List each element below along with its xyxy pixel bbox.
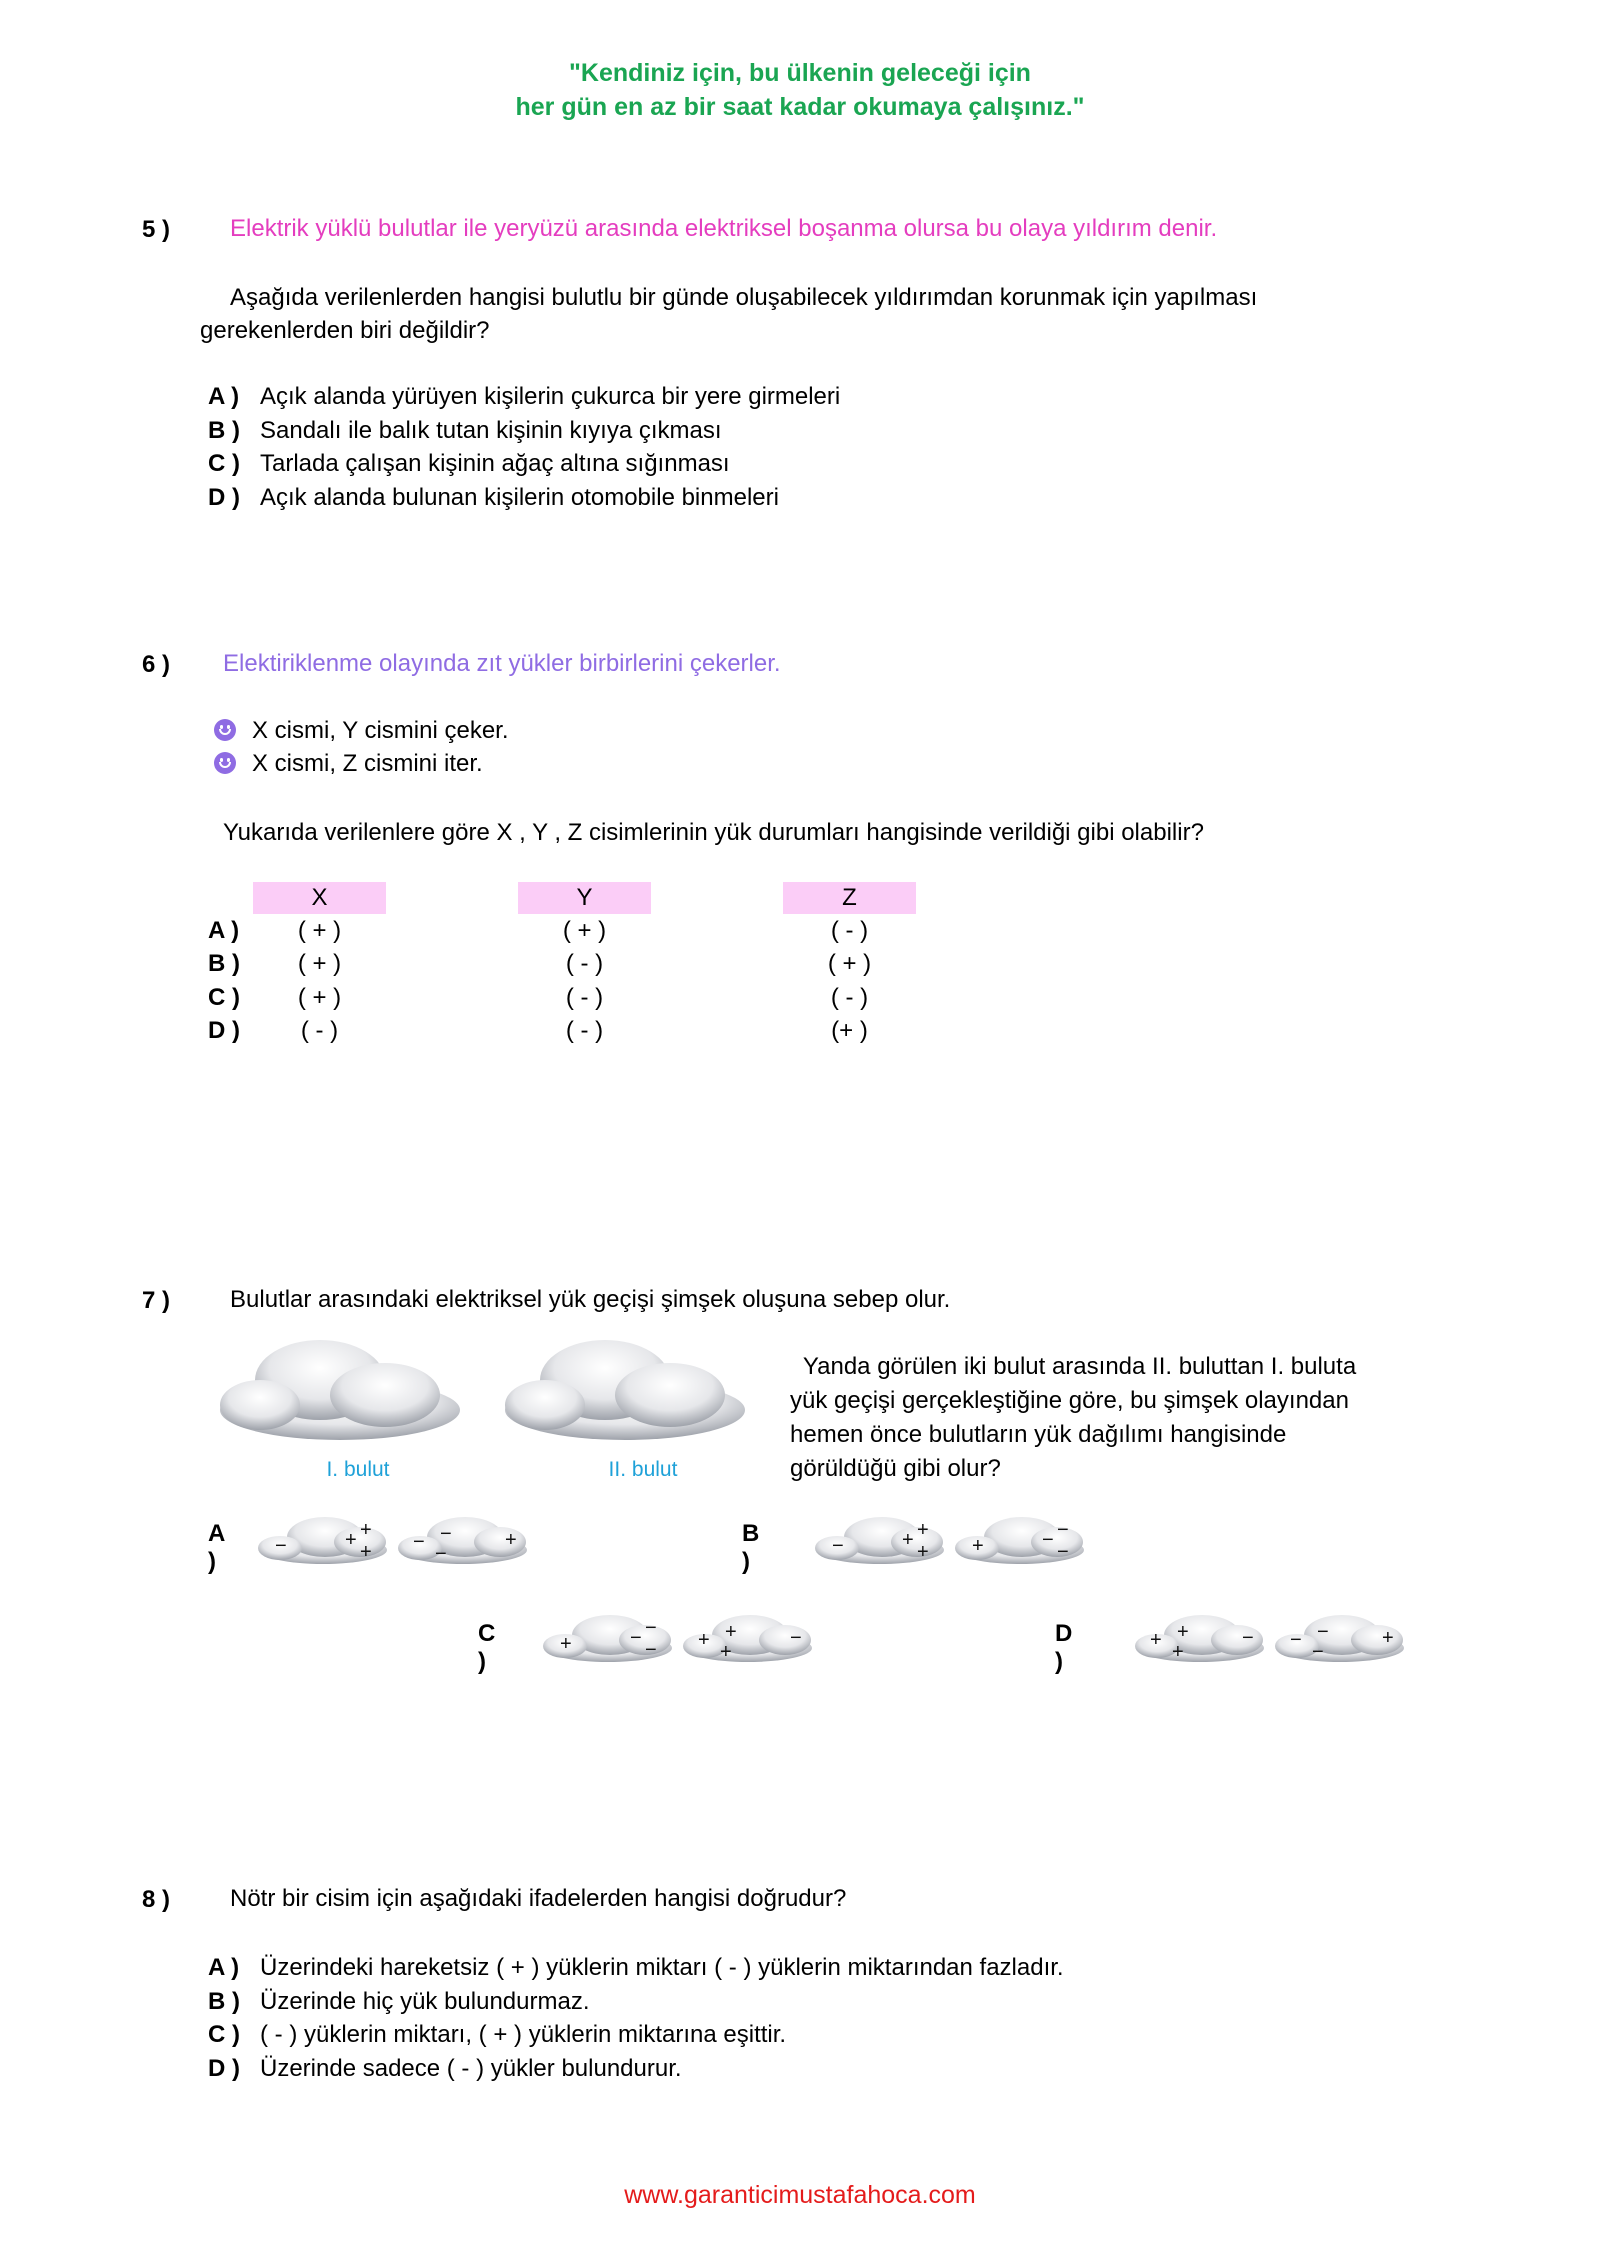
option-letter: B ) (208, 416, 240, 444)
plus-charge-icon: + (902, 1529, 914, 1551)
option-letter: B ) (208, 950, 240, 977)
option-text: Açık alanda yürüyen kişilerin çukurca bir yere girmeleri (260, 383, 841, 410)
option-letter: A ) (208, 383, 240, 410)
plus-charge-icon: + (972, 1535, 984, 1557)
question-lead: Elektrik yüklü bulutlar ile yeryüzü arasında elektriksel boşanma olursa bu olaya yıldırım denir. (230, 215, 1218, 242)
option-text: Sandalı ile balık tutan kişinin kıyıya çıkması (260, 416, 722, 444)
cell-z: ( - ) (830, 984, 869, 1011)
cloud-label-2: II. bulut (608, 1458, 678, 1481)
table-header-y: Y (518, 882, 651, 914)
plus-charge-icon: + (360, 1541, 372, 1563)
motto-line-2: her gün en az bir saat kadar okumaya çalışınız." (515, 93, 1085, 121)
minus-charge-icon: − (413, 1531, 425, 1553)
charged-cloud-1 (255, 1512, 390, 1567)
minus-charge-icon: − (645, 1617, 657, 1639)
cell-z: ( - ) (830, 917, 869, 944)
motto-line-1: "Kendiniz için, bu ülkenin geleceği için (569, 59, 1031, 87)
plus-charge-icon: + (1177, 1621, 1189, 1643)
minus-charge-icon: − (1042, 1529, 1054, 1551)
question-number: 5 ) (142, 216, 171, 243)
table-header-z: Z (783, 882, 916, 914)
minus-charge-icon: − (435, 1543, 447, 1565)
option-text: Üzerindeki hareketsiz ( + ) yüklerin miktarı ( - ) yüklerin miktarından fazladır. (260, 1954, 1064, 1981)
option-a[interactable] (208, 380, 840, 414)
cell-z: ( + ) (827, 950, 872, 977)
option-letter: D ) (208, 483, 240, 511)
option-text: Üzerinde sadece ( - ) yükler bulundurur. (260, 2054, 682, 2082)
charged-cloud-2 (395, 1512, 530, 1567)
cell-y: ( - ) (565, 1017, 604, 1044)
plus-charge-icon: + (917, 1541, 929, 1563)
option-letter: D ) (1055, 1620, 1073, 1675)
option-letter: C ) (208, 2021, 240, 2048)
question-number: 8 ) (142, 1886, 171, 1913)
table-header-x: X (253, 882, 386, 914)
option-a[interactable] (208, 1951, 1064, 1985)
question-lead: Nötr bir cisim için aşağıdaki ifadelerden hangisi doğrudur? (230, 1885, 847, 1912)
option-letter: C ) (208, 450, 240, 477)
cell-x: ( + ) (297, 984, 342, 1011)
footer-website-link[interactable]: www.garanticimustafahoca.com (624, 2181, 976, 2209)
minus-charge-icon: − (1317, 1621, 1329, 1643)
plus-charge-icon: + (917, 1519, 929, 1541)
plus-charge-icon: + (505, 1529, 517, 1551)
question-text-line-2: gerekenlerden biri değildir? (200, 317, 490, 344)
charged-cloud-1 (540, 1610, 675, 1665)
question-text: Yukarıda verilenlere göre X , Y , Z cisimlerinin yük durumları hangisinde verildiği gibi olabilir? (223, 819, 1204, 846)
cell-y: ( - ) (565, 984, 604, 1011)
charged-cloud-2 (680, 1610, 815, 1665)
minus-charge-icon: − (1312, 1641, 1324, 1663)
option-letter: A ) (208, 917, 240, 944)
minus-charge-icon: − (790, 1627, 802, 1649)
charged-cloud-2 (1272, 1610, 1407, 1665)
plus-charge-icon: + (1150, 1629, 1162, 1651)
premise-2 (214, 747, 483, 781)
minus-charge-icon: − (1057, 1541, 1069, 1563)
question-lead: Elektiriklenme olayında zıt yükler birbirlerini çekerler. (223, 650, 781, 677)
plus-charge-icon: + (1382, 1627, 1394, 1649)
option-text: Üzerinde hiç yük bulundurmaz. (260, 1987, 590, 2015)
option-letter: D ) (208, 2054, 240, 2082)
minus-charge-icon: − (630, 1627, 642, 1649)
cell-z: (+ ) (831, 1017, 868, 1044)
plus-charge-icon: + (725, 1621, 737, 1643)
smiley-face-icon (214, 719, 236, 741)
cell-x: ( - ) (300, 1017, 339, 1044)
option-c[interactable] (208, 2018, 786, 2052)
option-letter: D ) (208, 1017, 240, 1044)
cloud-label-1: I. bulut (326, 1458, 390, 1481)
plus-charge-icon: + (360, 1519, 372, 1541)
plus-charge-icon: + (560, 1633, 572, 1655)
option-d[interactable] (208, 2052, 682, 2086)
cell-x: ( + ) (297, 917, 342, 944)
charged-cloud-2 (952, 1512, 1087, 1567)
minus-charge-icon: − (1057, 1519, 1069, 1541)
option-letter: B ) (208, 1987, 240, 2015)
minus-charge-icon: − (1242, 1627, 1254, 1649)
option-letter: A ) (208, 1954, 240, 1981)
cloud-icon (505, 1340, 745, 1440)
cell-y: ( - ) (565, 950, 604, 977)
premise-text: X cismi, Y cismini çeker. (252, 717, 509, 744)
charged-cloud-1 (812, 1512, 947, 1567)
question-text-line-2: yük geçişi gerçekleştiğine göre, bu şimşek olayından (790, 1387, 1349, 1414)
option-b[interactable] (208, 1985, 590, 2019)
option-c[interactable] (208, 447, 730, 481)
option-letter: B ) (742, 1520, 760, 1575)
option-letter: A ) (208, 1520, 225, 1575)
option-text: Açık alanda bulunan kişilerin otomobile binmeleri (260, 483, 779, 511)
minus-charge-icon: − (1290, 1629, 1302, 1651)
question-lead: Bulutlar arasındaki elektriksel yük geçişi şimşek oluşuna sebep olur. (230, 1286, 951, 1313)
question-number: 6 ) (142, 651, 171, 678)
smiley-face-icon (214, 752, 236, 774)
cloud-pair-illustration (210, 1330, 780, 1450)
option-text: Tarlada çalışan kişinin ağaç altına sığınması (260, 450, 730, 477)
premise-1 (214, 714, 509, 748)
plus-charge-icon: + (345, 1529, 357, 1551)
option-letter: C ) (208, 984, 240, 1011)
minus-charge-icon: − (275, 1535, 287, 1557)
charged-cloud-1 (1132, 1610, 1267, 1665)
minus-charge-icon: − (645, 1639, 657, 1661)
question-text-line-3: hemen önce bulutların yük dağılımı hangisinde (790, 1421, 1287, 1448)
plus-charge-icon: + (1172, 1641, 1184, 1663)
minus-charge-icon: − (440, 1523, 452, 1545)
cell-x: ( + ) (297, 950, 342, 977)
cell-y: ( + ) (562, 917, 607, 944)
question-number: 7 ) (142, 1287, 171, 1314)
question-text-line-1: Yanda görülen iki bulut arasında II. buluttan I. buluta (790, 1353, 1357, 1380)
option-b[interactable] (208, 414, 722, 448)
minus-charge-icon: − (832, 1535, 844, 1557)
option-d[interactable] (208, 481, 779, 515)
question-text-line-4: görüldüğü gibi olur? (790, 1455, 1001, 1482)
premise-text: X cismi, Z cismini iter. (252, 750, 483, 777)
option-letter: C ) (478, 1620, 496, 1675)
plus-charge-icon: + (698, 1629, 710, 1651)
cloud-icon (220, 1340, 460, 1440)
question-text-line-1: Aşağıda verilenlerden hangisi bulutlu bir günde oluşabilecek yıldırımdan korunmak için yapılması (230, 284, 1258, 311)
option-text: ( - ) yüklerin miktarı, ( + ) yüklerin miktarına eşittir. (260, 2021, 787, 2048)
plus-charge-icon: + (720, 1641, 732, 1663)
